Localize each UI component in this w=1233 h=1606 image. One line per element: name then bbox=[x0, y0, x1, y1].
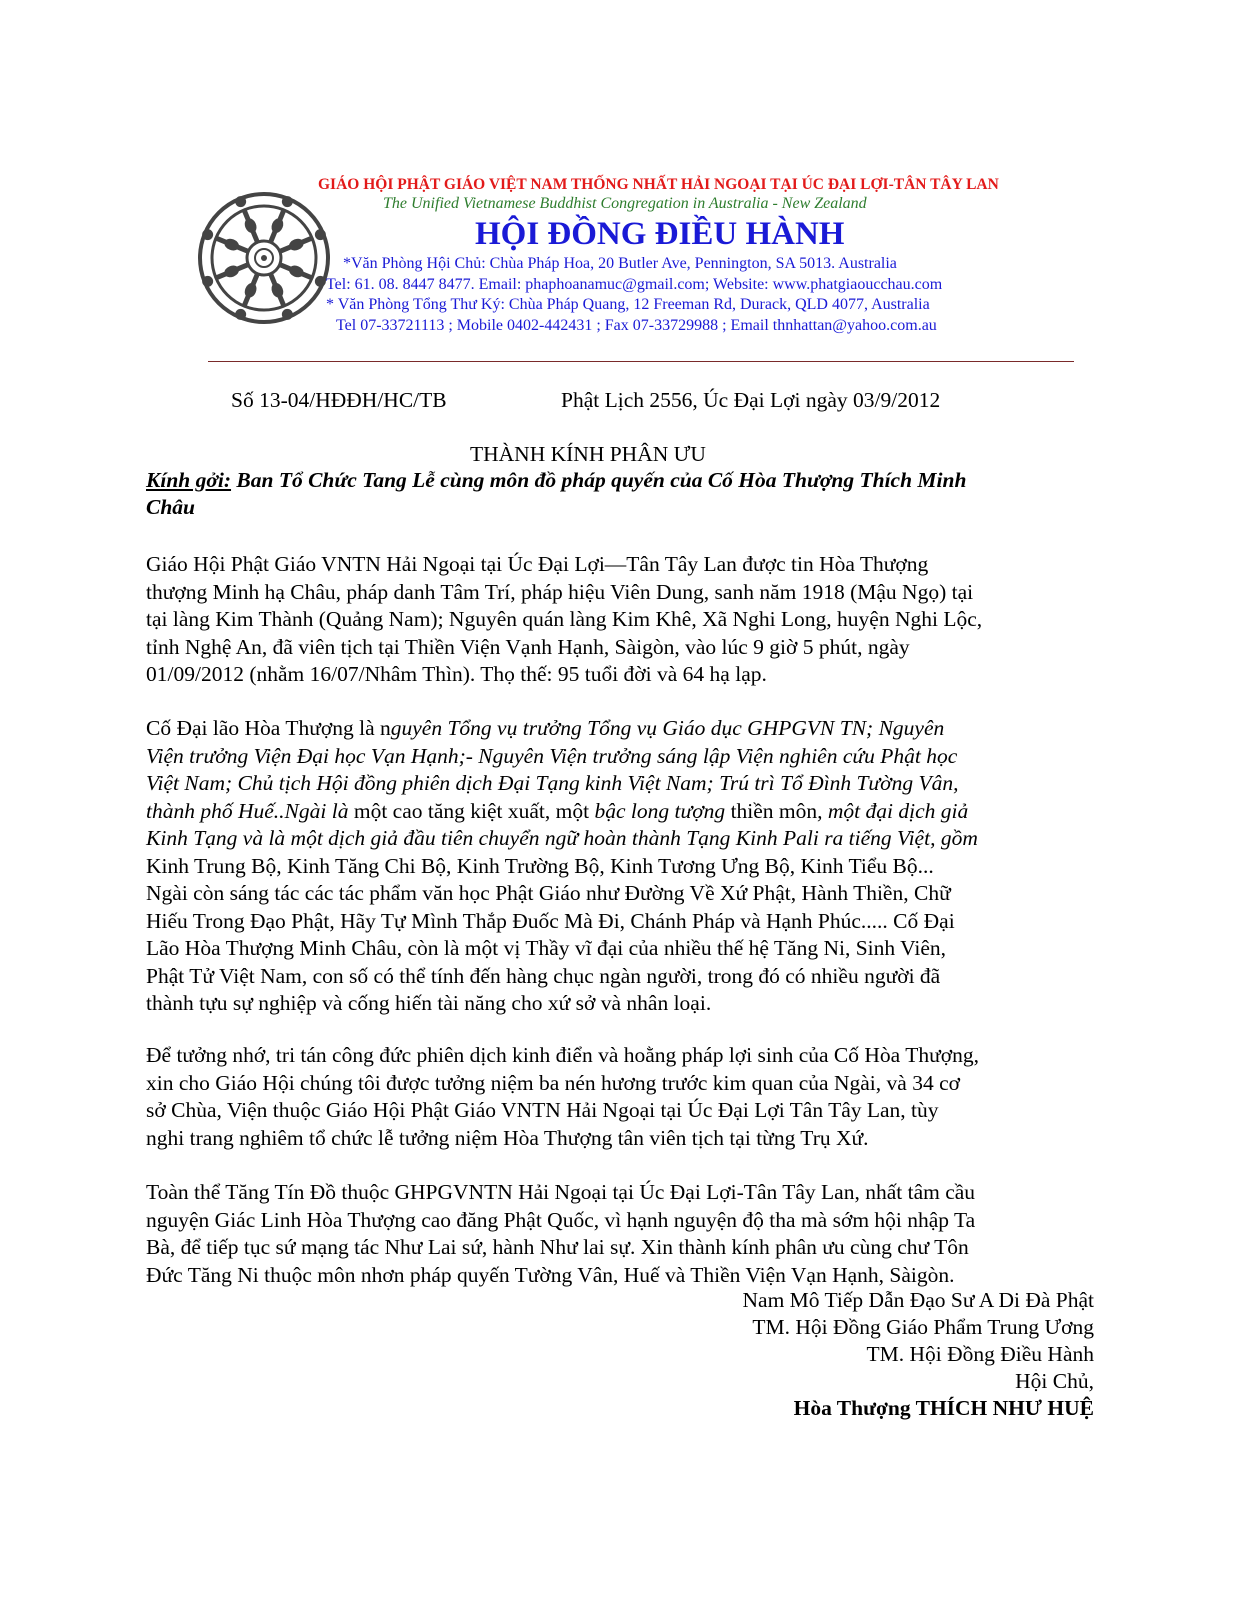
wheel-spoke-bulge bbox=[291, 240, 303, 249]
paragraph-2 bbox=[146, 715, 1094, 1018]
paragraph-line bbox=[146, 798, 1094, 826]
wheel-rim-knob bbox=[205, 232, 211, 238]
text-run-italic: Viện trưởng Viện Đại học Vạn Hạnh;- Nguyên Viện trưởng sáng lập Viện nghiên cứu Phật học bbox=[146, 743, 958, 768]
recipient-text: Ban Tổ Chức Tang Lễ cùng môn đồ pháp quyến của Cố Hòa Thượng Thích Minh bbox=[231, 468, 967, 492]
address-line-3: * Văn Phòng Tổng Thư Ký: Chùa Pháp Quang, 12 Freeman Rd, Durack, QLD 4077, Australia bbox=[326, 296, 930, 313]
address-line-1: *Văn Phòng Hội Chủ: Chùa Pháp Hoa, 20 Butler Ave, Pennington, SA 5013. Australia bbox=[343, 255, 897, 272]
address-line-4: Tel 07-33721113 ; Mobile 0402-442431 ; Fax 07-33729988 ; Email thnhattan@yahoo.com.au bbox=[336, 317, 937, 334]
wheel-spoke-bulge bbox=[291, 267, 303, 276]
text-run-italic: Kinh Tạng và là một dịch giả đầu tiên chuyển ngữ hoàn thành Tạng Kinh Pali ra tiếng Việt, gồm bbox=[146, 826, 978, 850]
wheel-spoke-bulge bbox=[273, 285, 282, 297]
paragraph-line: nguyện Giác Linh Hòa Thượng cao đăng Phật Quốc, vì hạnh nguyện độ tha mà sớm hội nhập Ta bbox=[146, 1207, 976, 1232]
text-run: Cố Đại lão Hòa Thượng là n bbox=[146, 716, 391, 740]
paragraph-line: thành tựu sự nghiệp và cống hiến tài năng cho xứ sở và nhân loại. bbox=[146, 991, 712, 1015]
paragraph-1 bbox=[146, 551, 1094, 689]
text-run-italic: thành phố Huế..Ngài là bbox=[146, 798, 349, 823]
wheel-spoke-bulge bbox=[246, 285, 255, 297]
wheel-rim-knob bbox=[317, 278, 323, 284]
wheel-rim-knob bbox=[205, 278, 211, 284]
recipient-text-cont: Châu bbox=[146, 495, 196, 519]
paragraph-line bbox=[146, 743, 1094, 771]
wheel-spoke-bulge bbox=[226, 240, 238, 249]
reference-date: Phật Lịch 2556, Úc Đại Lợi ngày 03/9/2012 bbox=[561, 388, 941, 412]
paragraph-line: Đức Tăng Ni thuộc môn nhơn pháp quyến Tường Vân, Huế và Thiền Viện Vạn Hạnh, Sàigòn. bbox=[146, 1262, 955, 1287]
paragraph-line: tại làng Kim Thành (Quảng Nam); Nguyên quán làng Kim Khê, Xã Nghi Long, huyện Nghi Lộc, bbox=[146, 607, 983, 631]
reference-number: Số 13-04/HĐĐH/HC/TB bbox=[231, 388, 447, 412]
wheel-rim-knob bbox=[238, 311, 244, 317]
council-title: HỘI ĐỒNG ĐIỀU HÀNH bbox=[475, 216, 845, 252]
header-divider bbox=[208, 361, 1074, 362]
paragraph-line: Hiếu Trong Đạo Phật, Hãy Tự Mình Thắp Đuốc Mà Đi, Chánh Pháp và Hạnh Phúc..... Cố Đại bbox=[146, 908, 955, 933]
signer-name: Hòa Thượng THÍCH NHƯ HUỆ bbox=[793, 1396, 1094, 1420]
org-name-en: The Unified Vietnamese Buddhist Congregation in Australia - New Zealand bbox=[383, 195, 867, 212]
paragraph-line: thượng Minh hạ Châu, pháp danh Tâm Trí, pháp hiệu Viên Dung, sanh năm 1918 (Mậu Ngọ) tại bbox=[146, 579, 974, 604]
closing-line-1: TM. Hội Đồng Giáo Phẩm Trung Ương bbox=[752, 1315, 1094, 1339]
wheel-spoke-bulge bbox=[246, 220, 255, 232]
org-name-vi: GIÁO HỘI PHẬT GIÁO VIỆT NAM THỐNG NHẤT HẢI NGOẠI TẠI ÚC ĐẠI LỢI-TÂN TÂY LAN bbox=[318, 176, 999, 193]
paragraph-line: nghi trang nghiêm tổ chức lễ tưởng niệm Hòa Thượng tân viên tịch tại từng Trụ Xứ. bbox=[146, 1125, 869, 1150]
text-run: thiền môn bbox=[725, 798, 818, 823]
paragraph-line bbox=[146, 770, 1094, 798]
paragraph-line: Lão Hòa Thượng Minh Châu, còn là một vị Thầy vĩ đại của nhiều thế hệ Tăng Ni, Sinh Viên, bbox=[146, 936, 946, 960]
paragraph-line: Phật Tử Việt Nam, con số có thể tính đến hàng chục ngàn người, trong đó có nhiều người đã bbox=[146, 963, 941, 988]
text-run-italic: Việt Nam; Chủ tịch Hội đồng phiên dịch Đại Tạng kinh Việt Nam; Trú trì Tổ Đình Tường Vân, bbox=[146, 771, 959, 795]
wheel-spoke-bulge bbox=[226, 267, 238, 276]
paragraph-4 bbox=[146, 1179, 1094, 1289]
wheel-rim-knob bbox=[317, 232, 323, 238]
recipient-line bbox=[146, 468, 966, 493]
paragraph-line: Bà, để tiếp tục sứ mạng tác Như Lai sứ, hành Như lai sự. Xin thành kính phân ưu cùng chư Tôn bbox=[146, 1235, 969, 1259]
wheel-rim-knob bbox=[238, 199, 244, 205]
dharma-wheel-icon bbox=[196, 190, 332, 326]
text-run: một cao tăng kiệt xuất, một bbox=[348, 798, 595, 823]
wheel-spoke-bulge bbox=[273, 220, 282, 232]
paragraph-line: Ngài còn sáng tác các tác phẩm văn học Phật Giáo như Đường Về Xứ Phật, Hành Thiền, Chữ bbox=[146, 881, 951, 905]
paragraph-line: Kinh Trung Bộ, Kinh Tăng Chi Bộ, Kinh Trường Bộ, Kinh Tương Ưng Bộ, Kinh Tiểu Bộ... bbox=[146, 853, 934, 878]
paragraph-line: Để tưởng nhớ, tri tán công đức phiên dịch kinh điển và hoằng pháp lợi sinh của Cố Hòa Thượng, bbox=[146, 1043, 979, 1067]
address-line-2: Tel: 61. 08. 8447 8477. Email: phaphoanamuc@gmail.com; Website: www.phatgiaoucchau.com bbox=[326, 276, 943, 293]
paragraph-line bbox=[146, 715, 1094, 743]
paragraph-line: tỉnh Nghệ An, đã viên tịch tại Thiền Viện Vạnh Hạnh, Sàigòn, vào lúc 9 giờ 5 phút, ngày bbox=[146, 634, 910, 659]
paragraph-3 bbox=[146, 1042, 1094, 1152]
wheel-rim-knob bbox=[284, 199, 290, 205]
closing-line-2: TM. Hội Đồng Điều Hành bbox=[866, 1342, 1094, 1366]
paragraph-line: 01/09/2012 (nhằm 16/07/Nhâm Thìn). Thọ thế: 95 tuổi đời và 64 hạ lạp. bbox=[146, 662, 767, 686]
wheel-rim-knob bbox=[284, 311, 290, 317]
paragraph-line: Toàn thể Tăng Tín Đồ thuộc GHPGVNTN Hải Ngoại tại Úc Đại Lợi-Tân Tây Lan, nhất tâm cầu bbox=[146, 1180, 976, 1204]
paragraph-line: xin cho Giáo Hội chúng tôi được tưởng niệm ba nén hương trước kim quan của Ngài, và 34 cơ bbox=[146, 1070, 960, 1095]
text-run-italic: , một đại dịch giả bbox=[817, 798, 969, 823]
paragraph-line: sở Chùa, Viện thuộc Giáo Hội Phật Giáo VNTN Hải Ngoại tại Úc Đại Lợi Tân Tây Lan, tùy bbox=[146, 1098, 939, 1122]
text-run-italic: bậc long tượng bbox=[594, 798, 726, 823]
paragraph-line: Giáo Hội Phật Giáo VNTN Hải Ngoại tại Úc Đại Lợi—Tân Tây Lan được tin Hòa Thượng bbox=[146, 552, 929, 576]
closing-invocation: Nam Mô Tiếp Dẫn Đạo Sư A Di Đà Phật bbox=[742, 1288, 1094, 1312]
paragraph-line bbox=[146, 825, 1094, 853]
text-run-italic: guyên Tổng vụ trưởng Tổng vụ Giáo dục GHPGVN TN; Nguyên bbox=[390, 716, 945, 740]
closing-line-3: Hội Chủ, bbox=[1015, 1369, 1094, 1393]
letter-title: THÀNH KÍNH PHÂN ƯU bbox=[470, 442, 706, 466]
recipient-label: Kính gởi: bbox=[146, 468, 232, 492]
